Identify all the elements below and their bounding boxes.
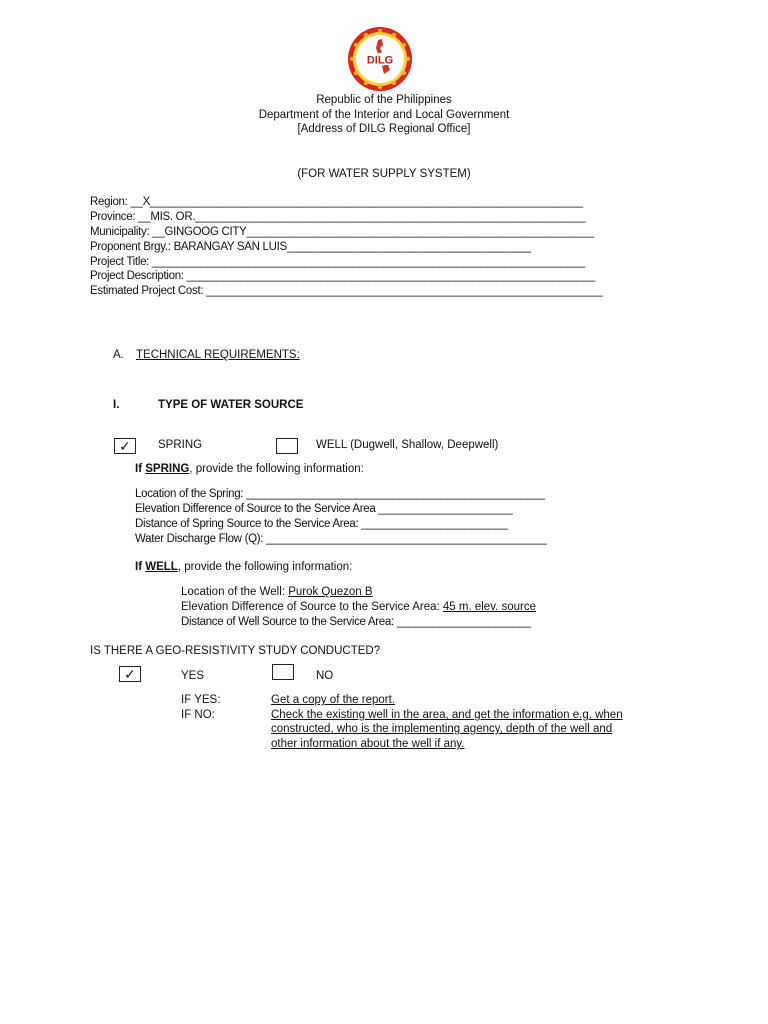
- spring-intro-suffix: , provide the following information:: [189, 463, 364, 475]
- section-a-title: TECHNICAL REQUIREMENTS:: [136, 349, 300, 361]
- form-type-title: (FOR WATER SUPPLY SYSTEM): [297, 168, 471, 180]
- well-location-field: [181, 586, 373, 598]
- well-elevation-value: 45 m. elev. source: [442, 601, 536, 613]
- if-yes-label: IF YES:: [181, 694, 221, 706]
- project-description-field: [90, 270, 595, 282]
- if-no-label: IF NO:: [181, 709, 215, 721]
- project-title-value: _______________________________________________________________________: [151, 256, 585, 268]
- spring-checkbox[interactable]: ✓: [114, 438, 136, 454]
- geo-yes-checkbox[interactable]: ✓: [119, 666, 141, 682]
- brgy-value: BARANGAY SAN LUIS________________________________________: [173, 241, 531, 253]
- spring-distance-field: Distance of Spring Source to the Service Area: ________________________: [135, 518, 508, 530]
- spring-location-field: Location of the Spring: _________________________________________________: [135, 488, 545, 500]
- section-a-number: A.: [113, 349, 124, 361]
- well-intro-prefix: If: [135, 561, 146, 573]
- project-title-label: Project Title:: [90, 256, 150, 268]
- project-title-field: [90, 256, 585, 268]
- section-i-number: I.: [113, 399, 120, 411]
- geo-no-checkbox[interactable]: [272, 664, 294, 680]
- well-location-label: Location of the Well:: [181, 586, 289, 598]
- section-i-title: TYPE OF WATER SOURCE: [158, 399, 304, 411]
- well-elevation-field: [181, 601, 536, 613]
- estimated-cost-value: _________________________________________________________________: [206, 285, 603, 297]
- spring-discharge-field: Water Discharge Flow (Q): ______________________________________________: [135, 533, 547, 545]
- well-intro-key: WELL: [145, 561, 178, 573]
- spring-label: SPRING: [158, 439, 203, 451]
- well-elevation-label: Elevation Difference of Source to the Service Area:: [181, 601, 443, 613]
- dilg-seal-logo: [342, 26, 418, 92]
- well-intro: [135, 561, 352, 573]
- well-label: WELL (Dugwell, Shallow, Deepwell): [316, 439, 499, 451]
- project-description-value: ___________________________________________________________________: [186, 270, 596, 282]
- geo-no-label: NO: [316, 670, 334, 682]
- well-checkbox[interactable]: [276, 438, 298, 454]
- province-value: __MIS. OR.________________________________________________________________: [138, 211, 586, 223]
- seal-text: DILG: [366, 54, 394, 67]
- spring-elevation-field: Elevation Difference of Source to the Service Area ______________________: [135, 503, 513, 515]
- province-field: [90, 211, 585, 223]
- municipality-field: [90, 226, 594, 238]
- province-label: Province:: [90, 211, 136, 223]
- geo-question: IS THERE A GEO-RESISTIVITY STUDY CONDUCTED?: [90, 645, 381, 657]
- if-no-text-line3: other information about the well if any.: [271, 738, 465, 750]
- geo-yes-label: YES: [181, 670, 205, 682]
- municipality-label: Municipality:: [90, 226, 150, 238]
- region-field: [90, 196, 583, 208]
- header-department: Department of the Interior and Local Government: [258, 109, 510, 121]
- region-label: Region:: [90, 196, 128, 208]
- municipality-value: __GINGOOG CITY_________________________________________________________: [152, 226, 594, 238]
- project-description-label: Project Description:: [90, 270, 184, 282]
- header-republic: Republic of the Philippines: [316, 94, 452, 106]
- if-no-text-line1: Check the existing well in the area, and get the information e.g. when: [271, 709, 623, 721]
- estimated-cost-label: Estimated Project Cost:: [90, 285, 204, 297]
- brgy-label: Proponent Brgy.:: [90, 241, 171, 253]
- if-no-text-line2: constructed, who is the implementing agency, depth of the well and: [271, 723, 613, 735]
- header-address: [Address of DILG Regional Office]: [297, 123, 471, 135]
- spring-intro: [135, 463, 364, 475]
- well-location-value: Purok Quezon B: [288, 586, 373, 598]
- region-value: __X_______________________________________________________________________: [130, 196, 583, 208]
- well-distance-field: Distance of Well Source to the Service Area: ______________________: [181, 616, 531, 628]
- spring-intro-prefix: If: [135, 463, 146, 475]
- estimated-cost-field: [90, 285, 602, 297]
- well-intro-suffix: , provide the following information:: [177, 561, 353, 573]
- if-yes-text: Get a copy of the report.: [271, 694, 396, 706]
- spring-intro-key: SPRING: [145, 463, 190, 475]
- brgy-field: [90, 241, 531, 253]
